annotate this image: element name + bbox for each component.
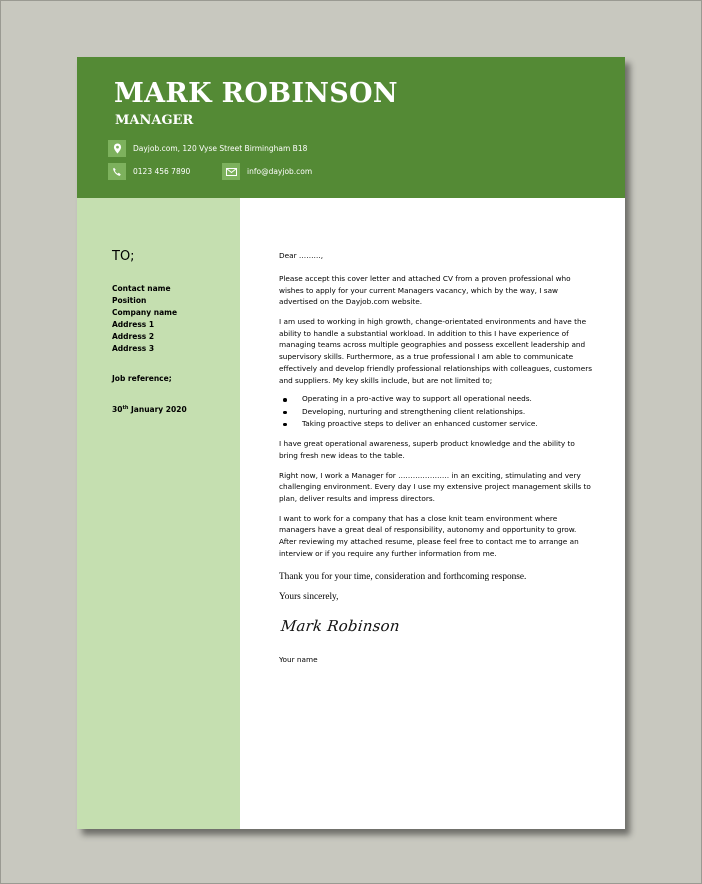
phone-icon xyxy=(108,163,126,180)
email-link[interactable]: info@dayjob.com xyxy=(247,167,313,176)
paragraph-goals: I want to work for a company that has a close knit team environment where managers have a great deal of responsibility, autonomy and opportunity to grow. After reviewing my attached resume, please feel free to contact me to arrange an interview or if you require any further information from me. xyxy=(279,513,579,558)
salutation: Dear ………, xyxy=(279,251,324,260)
skills-list xyxy=(279,393,594,430)
address-text: Dayjob.com, 120 Vyse Street Birmingham B18 xyxy=(133,144,308,153)
list-item: Taking proactive steps to deliver an enhanced customer service. xyxy=(279,418,594,430)
job-reference: Job reference; xyxy=(112,374,172,383)
date-day: 30 xyxy=(112,405,123,414)
header-banner xyxy=(77,57,625,198)
location-pin-icon xyxy=(108,140,126,157)
paragraph-awareness: I have great operational awareness, superb product knowledge and the ability to bring fresh new ideas to the table. xyxy=(279,439,575,461)
handwritten-signature: Mark Robinson xyxy=(280,616,401,635)
recipient-address-2: Address 2 xyxy=(112,332,155,341)
envelope-icon xyxy=(222,163,240,180)
phone-text: 0123 456 7890 xyxy=(133,167,191,176)
list-item: Developing, nurturing and strengthening client relationships. xyxy=(279,406,594,418)
address-row xyxy=(108,140,307,157)
date-suffix: th xyxy=(122,405,129,411)
list-item: Operating in a pro-active way to support all operational needs. xyxy=(279,393,594,405)
paragraph-experience: I am used to working in high growth, change-orientated environments and have the ability to handle a substantial workload. In addition to this I have experience of managing teams across multiple geographies and possess excellent leadership and supervisory skills. Furthermore, as a true professional I am able to communicate effectively and develop friendly professional relationships with colleagues, customers and suppliers. My key skills include, but are not limited to; xyxy=(279,316,592,385)
job-title: MANAGER xyxy=(115,113,194,128)
email-row[interactable] xyxy=(222,163,312,180)
paragraph-current-role: Right now, I work a Manager for ………………… in an exciting, stimulating and very challenging environment. Every day I use my extensive project management skills to plan, deliver results and impress directors. xyxy=(279,470,591,504)
date-month-year: January 2020 xyxy=(128,405,187,414)
recipient-address-1: Address 1 xyxy=(112,320,155,329)
letter-body xyxy=(279,250,594,664)
recipient-company: Company name xyxy=(112,308,178,317)
sign-off: Yours sincerely, xyxy=(279,591,339,602)
recipient-contact-name: Contact name xyxy=(112,284,171,293)
your-name: Your name xyxy=(279,654,318,664)
applicant-name: MARK ROBINSON xyxy=(114,78,398,109)
recipient-position: Position xyxy=(112,296,147,305)
recipient-sidebar xyxy=(77,198,240,829)
closing-thanks: Thank you for your time, consideration and forthcoming response. xyxy=(279,571,527,582)
cover-letter-page xyxy=(77,57,625,829)
letter-date xyxy=(112,405,187,414)
recipient-block xyxy=(112,283,177,355)
paragraph-intro: Please accept this cover letter and attached CV from a proven professional who wishes to apply for your current Managers vacancy, which by the way, I saw advertised on the Dayjob.com website. xyxy=(279,273,571,307)
to-label: TO; xyxy=(112,249,135,264)
phone-row xyxy=(108,163,190,180)
recipient-address-3: Address 3 xyxy=(112,344,155,353)
